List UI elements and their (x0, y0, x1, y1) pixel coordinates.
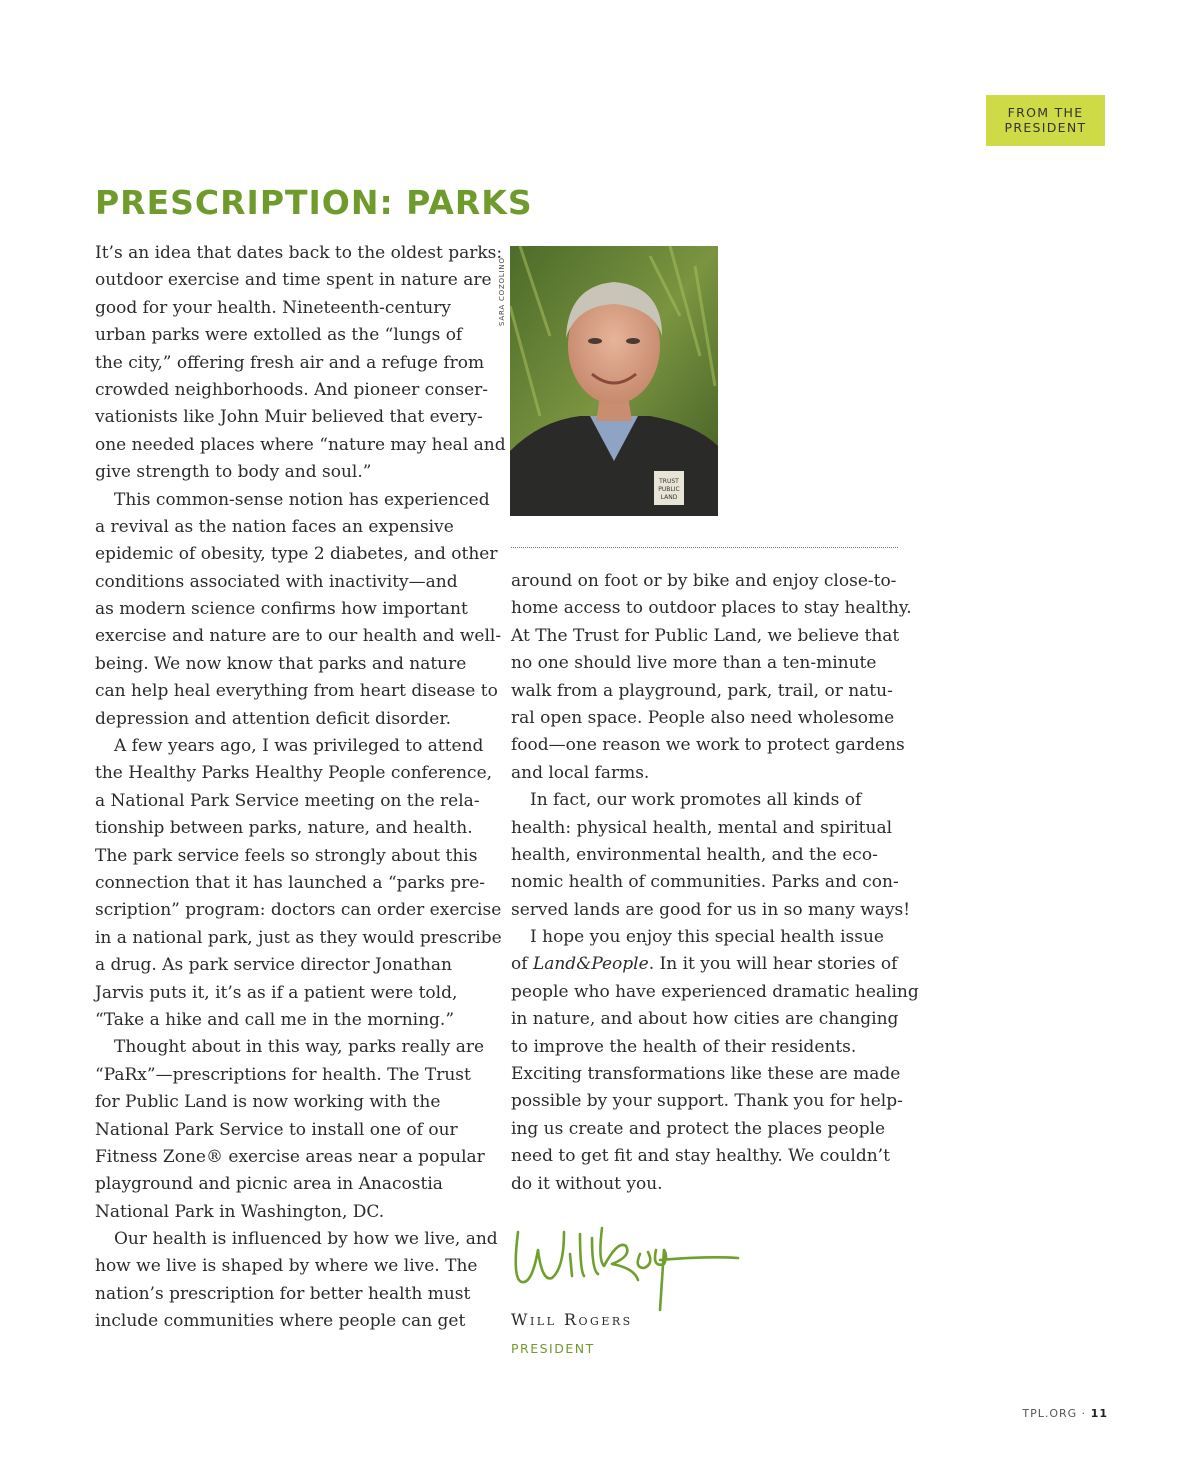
text-line: It’s an idea that dates back to the oldest parks: (95, 243, 503, 263)
text-line: scription” program: doctors can order exercise (95, 900, 502, 921)
text-line: in a national park, just as they would prescribe (95, 927, 502, 948)
text-line: how we live is shaped by where we live. The (95, 1256, 478, 1277)
text-line: for Public Land is now working with the (95, 1092, 441, 1113)
text-line: a National Park Service meeting on the rela- (95, 790, 480, 811)
text-line: At The Trust for Public Land, we believe that (511, 625, 900, 646)
text-line: possible by your support. Thank you for help- (511, 1091, 903, 1112)
signature-image (508, 1210, 748, 1320)
text-line: need to get fit and stay healthy. We couldn’t (511, 1146, 890, 1167)
text-line-part: of (511, 954, 533, 975)
section-tag-line-2: PRESIDENT (1004, 120, 1087, 135)
text-line: a drug. As park service director Jonathan (95, 955, 452, 976)
text-line: health: physical health, mental and spiritual (511, 817, 893, 838)
text-line: a revival as the nation faces an expensive (95, 516, 454, 537)
footer-site: TPL.ORG (1022, 1407, 1078, 1420)
text-line: good for your health. Nineteenth-century (95, 297, 451, 318)
signer-name-text: Will Rogers (511, 1310, 633, 1329)
text-line: depression and attention deficit disorder. (95, 708, 452, 729)
section-tag (986, 95, 1105, 146)
text-line: ing us create and protect the places people (511, 1118, 886, 1139)
text-line: The park service feels so strongly about this (95, 845, 478, 866)
footer-separator: · (1077, 1407, 1091, 1420)
text-line: people who have experienced dramatic healing (511, 981, 919, 1002)
text-line: can help heal everything from heart disease to (95, 681, 498, 702)
shirt-badge-line-3: LAND (660, 494, 678, 501)
shirt-badge-line-1: TRUST (659, 478, 679, 485)
text-line-part: . In it you will hear stories of (648, 954, 898, 975)
text-line: the Healthy Parks Healthy People conference, (95, 763, 493, 784)
text-line: nation’s prescription for better health must (95, 1283, 471, 1304)
article-column-right (511, 568, 919, 1198)
text-line: include communities where people can get (95, 1311, 466, 1332)
text-line: vationists like John Muir believed that every- (95, 407, 483, 428)
text-line: one needed places where “nature may heal and (95, 434, 506, 455)
text-line: epidemic of obesity, type 2 diabetes, and other (95, 544, 498, 565)
text-line: walk from a playground, park, trail, or natu- (511, 680, 893, 701)
text-line: the city,” offering fresh air and a refuge from (95, 352, 485, 373)
shirt-badge-line-2: PUBLIC (658, 486, 680, 493)
text-line: Exciting transformations like these are made (511, 1064, 901, 1085)
text-line: being. We now know that parks and nature (95, 653, 467, 674)
text-line: as modern science confirms how important (95, 599, 468, 620)
text-line: do it without you. (511, 1173, 663, 1194)
text-line: Our health is influenced by how we live, and (114, 1229, 498, 1250)
text-line: A few years ago, I was privileged to attend (114, 736, 484, 757)
text-line: “Take a hike and call me in the morning.” (95, 1009, 455, 1030)
text-line: home access to outdoor places to stay healthy. (511, 598, 912, 619)
text-line: food—one reason we work to protect gardens (511, 735, 905, 756)
signer-title: PRESIDENT (511, 1341, 595, 1356)
text-line: conditions associated with inactivity—and (95, 571, 458, 592)
photo-credit: SARA COZOLINO (498, 257, 506, 326)
text-line: tionship between parks, nature, and health. (95, 818, 473, 839)
text-line: in nature, and about how cities are changing (511, 1009, 899, 1030)
text-line: Jarvis puts it, it’s as if a patient were told, (95, 982, 458, 1003)
text-line: playground and picnic area in Anacostia (95, 1174, 443, 1195)
text-line: health, environmental health, and the eco- (511, 844, 878, 865)
text-line: This common-sense notion has experienced (114, 489, 490, 510)
text-line: Fitness Zone® exercise areas near a popular (95, 1146, 485, 1167)
dotted-divider (511, 547, 898, 548)
text-line: I hope you enjoy this special health issue (530, 927, 884, 948)
magazine-title: Land&People (532, 954, 649, 975)
text-line: National Park Service to install one of our (95, 1119, 458, 1140)
text-line: give strength to body and soul.” (95, 462, 372, 483)
page-footer (1022, 1407, 1108, 1420)
text-line: Thought about in this way, parks really are (114, 1037, 485, 1058)
text-line: ral open space. People also need wholesome (511, 707, 895, 728)
text-line: outdoor exercise and time spent in nature are (95, 270, 492, 291)
text-line: served lands are good for us in so many ways! (511, 899, 911, 920)
section-tag-line-1: FROM THE (1007, 105, 1084, 120)
article-title: PRESCRIPTION: PARKS (95, 183, 533, 222)
text-line: National Park in Washington, DC. (95, 1201, 385, 1222)
text-line: to improve the health of their residents. (511, 1036, 857, 1057)
page-number: 11 (1090, 1407, 1108, 1420)
text-line: exercise and nature are to our health and well- (95, 626, 502, 647)
signer-name (511, 1310, 633, 1329)
text-line (511, 951, 911, 978)
text-line: no one should live more than a ten-minute (511, 653, 877, 674)
text-line: connection that it has launched a “parks pre- (95, 872, 486, 893)
text-line: around on foot or by bike and enjoy close-to- (511, 571, 897, 591)
text-line: and local farms. (511, 762, 650, 783)
text-line: nomic health of communities. Parks and con- (511, 872, 899, 893)
author-portrait-photo (510, 246, 718, 516)
text-line: “PaRx”—prescriptions for health. The Trust (95, 1064, 471, 1085)
text-line: urban parks were extolled as the “lungs of (95, 325, 463, 346)
text-line: crowded neighborhoods. And pioneer conser- (95, 379, 489, 400)
text-line: In fact, our work promotes all kinds of (530, 790, 862, 811)
